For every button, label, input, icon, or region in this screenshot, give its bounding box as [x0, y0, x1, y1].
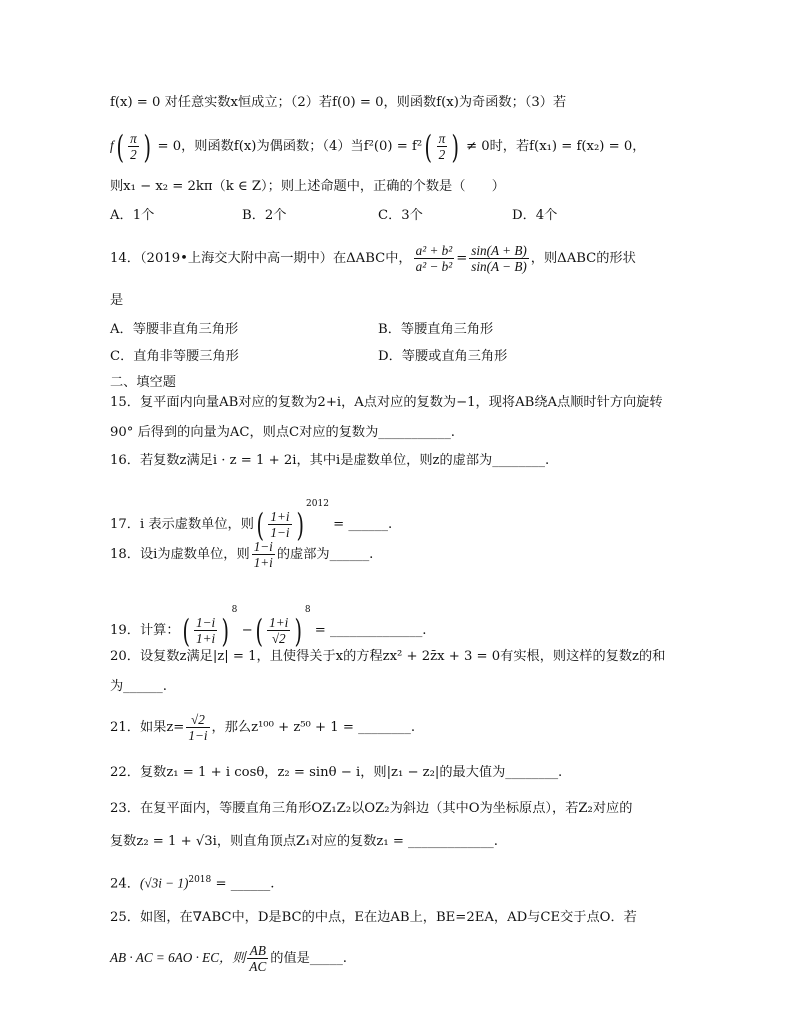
q13-line3: 则x₁ − x₂ = 2kπ（k ∈ Z）；则上述命题中，正确的个数是（ ）: [110, 179, 505, 194]
q19-frac1: $\frac{1-i}{1+i}$: [196, 615, 216, 646]
q25-frac: $\frac{AB}{AC}$: [249, 943, 267, 974]
q14-suffix: ，则ΔABC的形状: [530, 251, 636, 266]
q15-line1: 15．复平面内向量AB对应的复数为2+i，A点对应的复数为−1，现将AB绕A点顺时针方向旋转: [110, 395, 663, 410]
q17: 17．i 表示虚数单位，则( $\frac{1+i}{1-i}$ )$^{2012}$ = ______.: [110, 499, 393, 544]
q13-frac-pi-2: $\frac{\pi}{2}$: [130, 131, 137, 162]
q14-eq: =: [456, 251, 468, 266]
q13-choice-a: A．1个: [110, 208, 155, 223]
q13-choice-d: D．4个: [512, 208, 558, 223]
q13-frac-pi-2-b: $\frac{\pi}{2}$: [438, 131, 446, 162]
q24: 24．$(√3i - 1)^{2018}$ = ______.: [110, 875, 275, 892]
q14-choice-b: B．等腰直角三角形: [378, 322, 494, 337]
section-fill-in-heading: 二、填空题: [110, 375, 176, 390]
q14-prefix: 14．（2019•上海交大附中高一期中）在ΔABC中，: [110, 251, 412, 266]
q14-choice-d: D．等腰或直角三角形: [378, 349, 508, 364]
q21: 21．如果z= $\frac{√2}{1-i}$ ，那么z¹⁰⁰ + z⁵⁰ + 1 = ________.: [110, 712, 416, 743]
q14-choices-row2: [110, 347, 704, 367]
q25-line2: AB · AC = 6AO · EC，则 $\frac{AB}{AC}$ 的值是_____.: [110, 943, 347, 974]
q18-frac: $\frac{1-i}{1+i}$: [253, 539, 273, 570]
q17-exponent: 2012: [306, 499, 329, 509]
q20-line1: 20．设复数z满足|z| = 1，且使得关于x的方程zx² + 2z̄x + 3 = 0有实根，则这样的复数z的和: [110, 649, 666, 664]
q16: 16．若复数z满足i · z = 1 + 2i，其中i是虚数单位，则z的虚部为________.: [110, 453, 550, 468]
q14-choices-row1: [110, 320, 704, 340]
q21-frac: $\frac{√2}{1-i}$: [188, 712, 208, 743]
q23-line1: 23．在复平面内，等腰直角三角形OZ₁Z₂以OZ₂为斜边（其中O为坐标原点），若Z₂对应的: [110, 801, 633, 816]
q19: 19．计算：( $\frac{1-i}{1+i}$ )$^8$ −( $\frac{1+i}{√2}$ )$^8$ = ______________.: [110, 605, 427, 650]
q14-choice-a: A．等腰非直角三角形: [110, 322, 239, 337]
q13-f: f: [110, 138, 114, 153]
q13-line2-c: ≠ 0时，若f(x₁) = f(x₂) = 0，: [465, 139, 646, 154]
q13-line2-b: = 0，则函数f(x)为偶函数；（4）当f²(0) = f²: [157, 139, 423, 154]
q14-stem: [110, 240, 704, 278]
q14-choice-c: C．直角非等腰三角形: [110, 349, 239, 364]
q22: 22．复数z₁ = 1 + i cosθ，z₂ = sinθ − i，则|z₁ − z₂|的最大值为________.: [110, 765, 563, 780]
q19-frac2: $\frac{1+i}{√2}$: [269, 615, 289, 646]
q18: 18．设i为虚数单位，则 $\frac{1-i}{1+i}$ 的虚部为______.: [110, 539, 374, 570]
q23-line2: 复数z₂ = 1 + √3i，则直角顶点Z₁对应的复数z₁ = _____________.: [110, 834, 498, 849]
q14-frac1: $\frac{\text{a² + b²}}{\text{a² − b²}}$: [415, 243, 453, 274]
q13-line1: f(x) = 0 对任意实数x恒成立；（2）若f(0) = 0，则函数f(x)为奇函数；（3）若: [110, 95, 567, 110]
q13-choice-b: B．2个: [242, 208, 287, 223]
q13-choices: [110, 206, 704, 226]
q14-frac2: $\frac{\sin(A + B)}{\sin(A - B)}$: [471, 243, 527, 274]
q15-line2: 90° 后得到的向量为AC，则点C对应的复数为___________.: [110, 425, 455, 440]
q25-line1: 25．如图，在∇ABC中，D是BC的中点，E在边AB上，BE=2EA，AD与CE交于点O．若: [110, 910, 637, 925]
q14-line2: 是: [110, 293, 124, 308]
q13-choice-c: C．3个: [378, 208, 423, 223]
q20-line2: 为______.: [110, 679, 167, 694]
q17-frac: $\frac{1+i}{1-i}$: [270, 509, 290, 540]
q13-line2: f( $\frac{\pi}{2}$ ) = 0，则函数f(x)为偶函数；（4）当f²(0) = f²( $\frac{\pi}{2}$ ) ≠ 0时，若f(x₁) = f(x₂) = 0，: [110, 127, 646, 166]
